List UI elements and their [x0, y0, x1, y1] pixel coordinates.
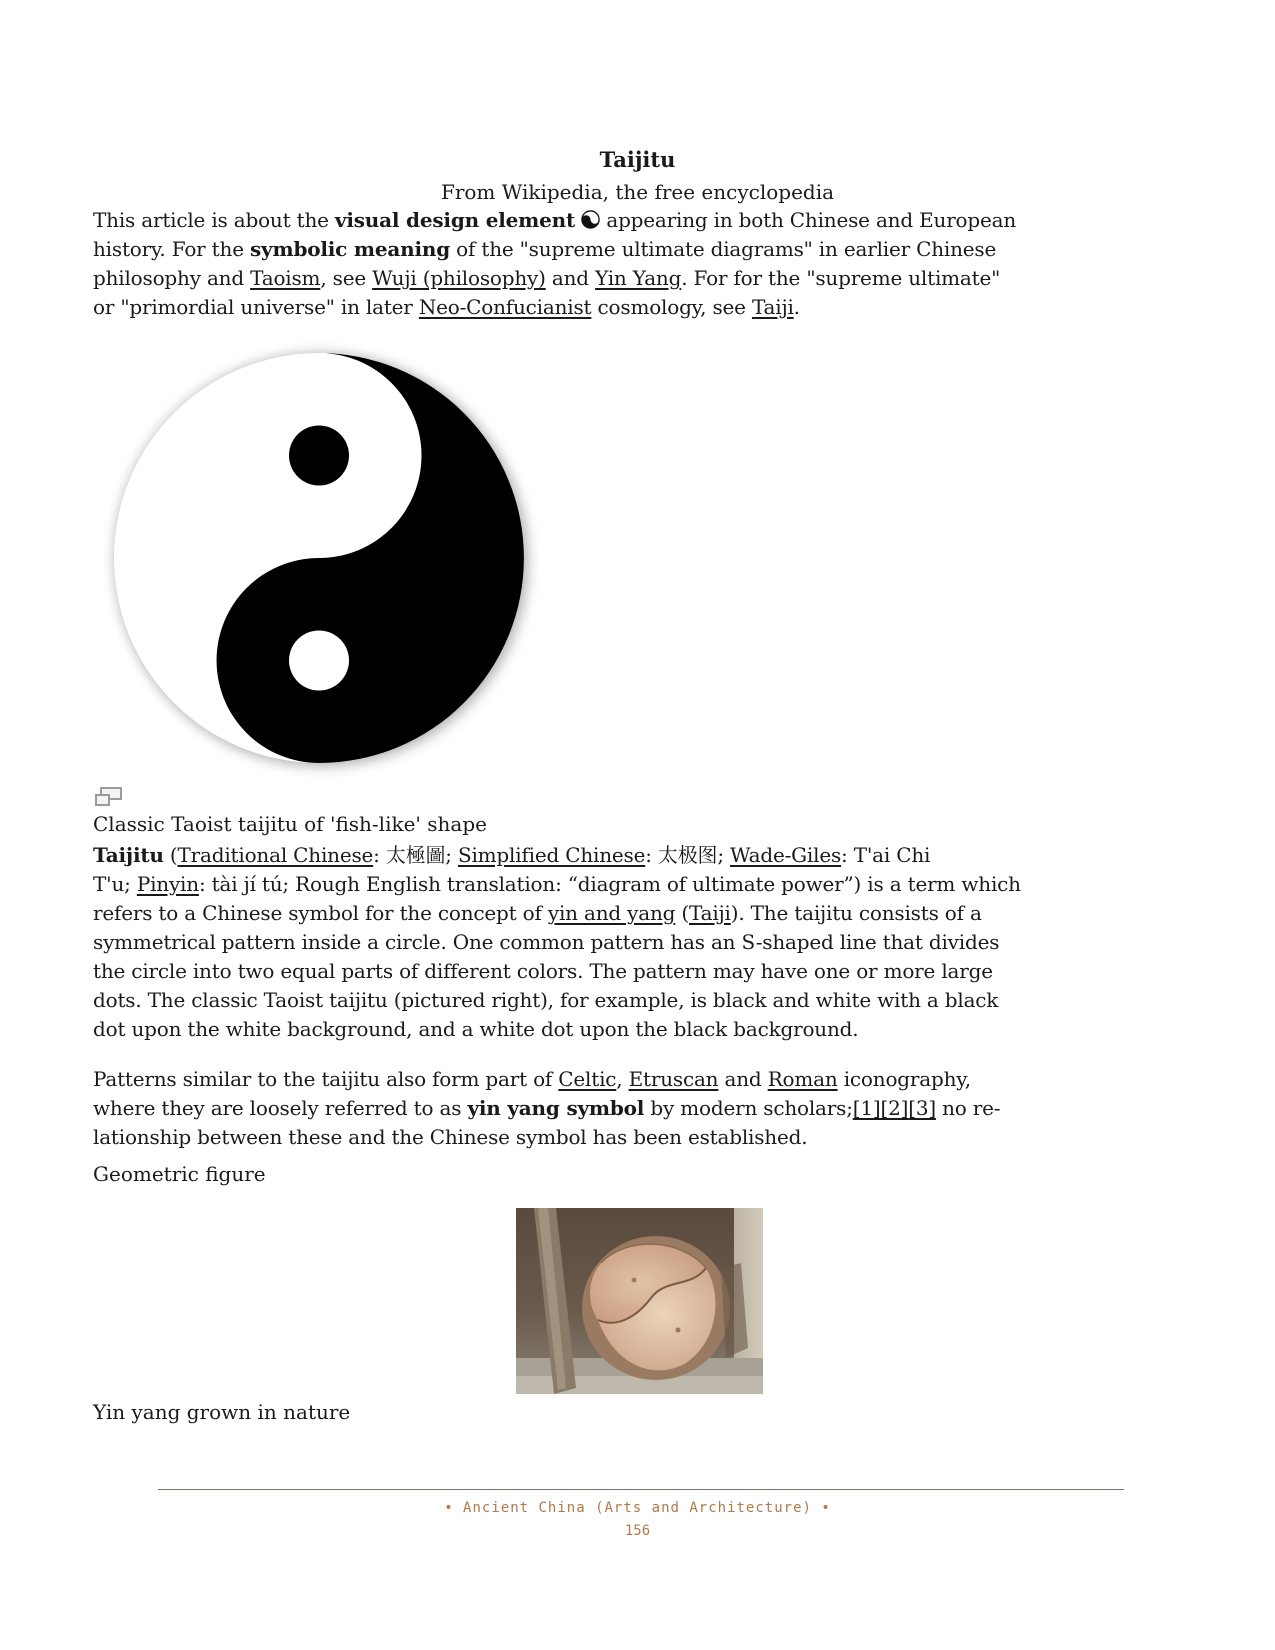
link-taiji[interactable]: Taiji: [751, 295, 794, 319]
footer-divider: [158, 1489, 1124, 1490]
ref-link-1[interactable]: [1]: [852, 1096, 881, 1120]
ref-link-2[interactable]: [2]: [880, 1096, 909, 1120]
link-yin-yang[interactable]: Yin Yang: [595, 266, 682, 290]
link-celtic[interactable]: Celtic: [558, 1067, 617, 1091]
body1-line-4: symmetrical pattern inside a circle. One common pattern has an S-shaped line that divides: [93, 930, 1000, 954]
taijitu-image[interactable]: [99, 338, 539, 778]
link-pinyin[interactable]: Pinyin: [136, 872, 199, 896]
page-title: Taijitu: [599, 147, 676, 172]
figure-caption-taijitu: Classic Taoist taijitu of 'fish-like' shape: [93, 812, 487, 836]
intro-line-4: or "primordial universe" in later Neo-Confucianist cosmology, see Taiji.: [93, 295, 800, 319]
link-taoism[interactable]: Taoism: [250, 266, 321, 290]
body1-line-3: refers to a Chinese symbol for the concept of yin and yang (Taiji). The taijitu consists of a: [93, 901, 982, 925]
body1-line-1: Taijitu (Traditional Chinese: 太極圖; Simplified Chinese: 太极图; Wade-Giles: T'ai Chi: [93, 843, 931, 867]
intro-line-3: philosophy and Taoism, see Wuji (philosophy) and Yin Yang. For for the "supreme ultimate": [93, 266, 1001, 290]
intro-line-2: history. For the symbolic meaning of the "supreme ultimate diagrams" in earlier Chinese: [93, 237, 997, 261]
taijitu-graphic: [99, 338, 539, 778]
body-paragraph-1: [93, 841, 1193, 1044]
body2-line-2: where they are loosely referred to as yin yang symbol by modern scholars;[1][2][3] no re-: [93, 1096, 1001, 1120]
body1-line-2: T'u; Pinyin: tài jí tú; Rough English translation: “diagram of ultimate power”) is a term which: [93, 872, 1021, 896]
body1-line-5: the circle into two equal parts of different colors. The pattern may have one or more large: [93, 959, 993, 983]
yin-yang-wood-photo[interactable]: [516, 1208, 763, 1394]
link-simplified-chinese[interactable]: Simplified Chinese: [457, 843, 646, 867]
page-subtitle: From Wikipedia, the free encyclopedia: [440, 180, 835, 204]
body2-line-3: lationship between these and the Chinese symbol has been established.: [93, 1125, 808, 1149]
ref-link-3[interactable]: [3]: [908, 1096, 936, 1120]
body2-line-1: Patterns similar to the taijitu also form part of Celtic, Etruscan and Roman iconography,: [93, 1067, 971, 1091]
body1-line-7: dot upon the white background, and a white dot upon the black background.: [93, 1017, 859, 1041]
intro-line-1: This article is about the visual design element appearing in both Chinese and European: [93, 208, 1017, 232]
bold-yin-yang-symbol: yin yang symbol: [467, 1096, 645, 1120]
link-traditional-chinese[interactable]: Traditional Chinese: [177, 843, 374, 867]
link-neo-confucianist[interactable]: Neo-Confucianist: [418, 295, 592, 319]
enlarge-icon[interactable]: [93, 785, 125, 809]
figure-caption-nature: Yin yang grown in nature: [93, 1400, 351, 1424]
bold-symbolic-meaning: symbolic meaning: [250, 237, 451, 261]
yin-yang-icon: [581, 210, 600, 229]
link-wuji[interactable]: Wuji (philosophy): [372, 266, 546, 290]
link-taiji-2[interactable]: Taiji: [689, 901, 731, 925]
link-wade-giles[interactable]: Wade-Giles: [730, 843, 842, 867]
link-yin-and-yang[interactable]: yin and yang: [547, 901, 676, 925]
page-number: 156: [624, 1523, 651, 1539]
link-etruscan[interactable]: Etruscan: [628, 1067, 719, 1091]
link-roman[interactable]: Roman: [767, 1067, 838, 1091]
body1-line-6: dots. The classic Taoist taijitu (pictured right), for example, is black and white with a black: [93, 988, 999, 1012]
bold-visual-design-element: visual design element: [334, 208, 576, 232]
geometric-figure-label: Geometric figure: [93, 1162, 266, 1186]
footer-title: • Ancient China (Arts and Architecture) •: [444, 1500, 831, 1516]
body-paragraph-2: [93, 1065, 1193, 1152]
wood-photo-graphic: [516, 1208, 763, 1394]
bold-taijitu: Taijitu: [93, 843, 164, 867]
intro-paragraph: [93, 206, 1193, 322]
